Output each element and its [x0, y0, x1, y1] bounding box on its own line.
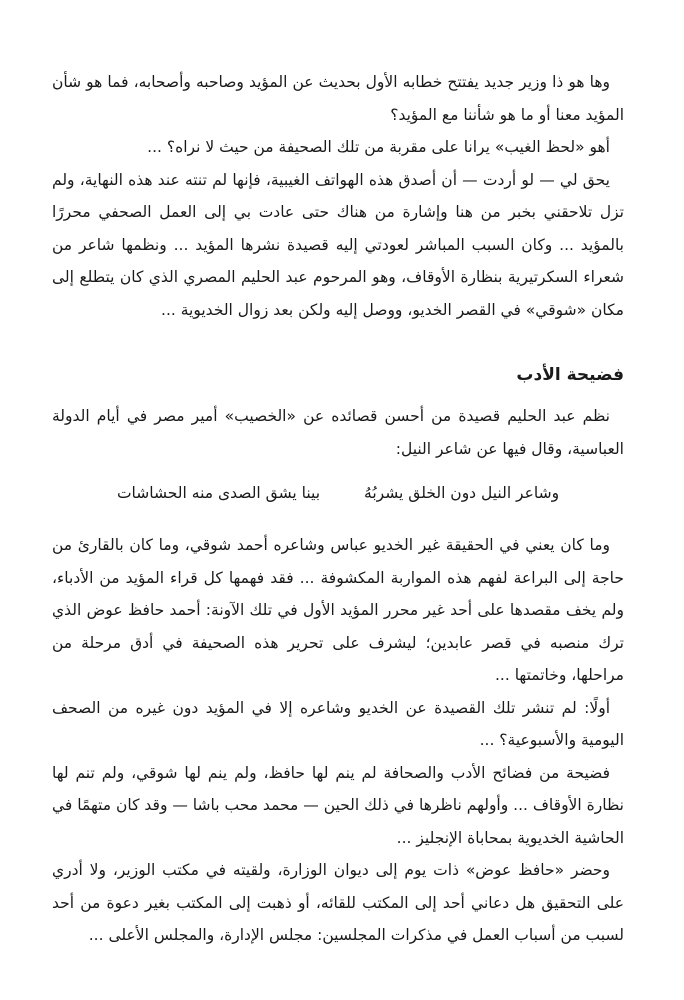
paragraph-new-minister: وها هو ذا وزير جديد يفتتح خطابه الأول بحديث عن المؤيد وصاحبه وأصحابه، فما هو شأن المؤيد معنا أو ما هو شأننا مع المؤيد؟: [52, 73, 624, 124]
paragraph-khedive-meaning: وما كان يعني في الحقيقة غير الخديو عباس وشاعره أحمد شوقي، وما كان بالقارئ من حاجة إلى البراعة لفهم هذه المواربة المكشوفة ... فقد فهمها كل قراء المؤيد من الأدباء، ولم يخف مقصدها على أحد غير محرر المؤيد الأول في تلك الآونة: أحمد حافظ عوض الذي ترك منصبه في قصر عابدين؛ ليشرف على تحرير هذه الصحيفة في أدق مرحلة من مراحلها، وخاتمتها ...: [52, 536, 624, 684]
paragraph-return-to-journalism: يحق لي — لو أردت — أن أصدق هذه الهواتف الغيبية، فإنها لم تنته عند هذه النهاية، ولم تزل تلاحقني بخبر من هنا وإشارة من هناك حتى عادت بي إلى العمل الصحفي محررًا بالمؤيد ... وكان السبب المباشر لعودتي إليه قصيدة نشرها المؤيد ... ونظمها شاعر من شعراء السكرتيرية بنظارة الأوقاف، وهو المرحوم عبد الحليم المصري الذي كان يتطلع إلى مكان «شوقي» في القصر الخديو، ووصل إليه ولكن بعد زوال الخديوية ...: [52, 170, 624, 319]
paragraph-unseen-glance: أهو «لحظ الغيب» يرانا على مقربة من تلك الصحيفة من حيث لا نراه؟ ...: [147, 138, 610, 156]
poem-verse: [52, 477, 624, 509]
verse-second-hemistich: بينا يشق الصدى منه الحشاشات: [116, 484, 321, 502]
verse-first-hemistich: وشاعر النيل دون الخلق يشربُهُ: [364, 484, 560, 502]
paragraph-firstly: أولًا: لم تنشر تلك القصيدة عن الخديو وشاعره إلا في المؤيد دون غيره من الصحف اليومية والأسبوعية؟ ...: [52, 698, 624, 749]
section-title: فضيحة الأدب: [516, 365, 624, 385]
paragraph-poem-intro: نظم عبد الحليم قصيدة من أحسن قصائده عن «الخصيب» أمير مصر في أيام الدولة العباسية، وقال فيها عن شاعر النيل:: [52, 407, 624, 458]
paragraph-scandal: فضيحة من فضائح الأدب والصحافة لم ينم لها حافظ، ولم ينم لها شوقي، ولم تنم لها نظارة الأوقاف ... وأولهم ناظرها في ذلك الحين — محمد محب باشا — وقد كان متهمًا في الحاشية الخديوية بمحاباة الإنجليز ...: [52, 763, 624, 847]
paragraph-hafez-visit: وحضر «حافظ عوض» ذات يوم إلى ديوان الوزارة، ولقيته في مكتب الوزير، ولا أدري على التحقيق هل دعاني أحد إلى المكتب للقائه، أو ذهبت إلى المكتب بغير دعوة من أحد لسبب من أسباب العمل في مذكرات المجلسين: مجلس الإدارة، والمجلس الأعلى ...: [52, 861, 624, 944]
